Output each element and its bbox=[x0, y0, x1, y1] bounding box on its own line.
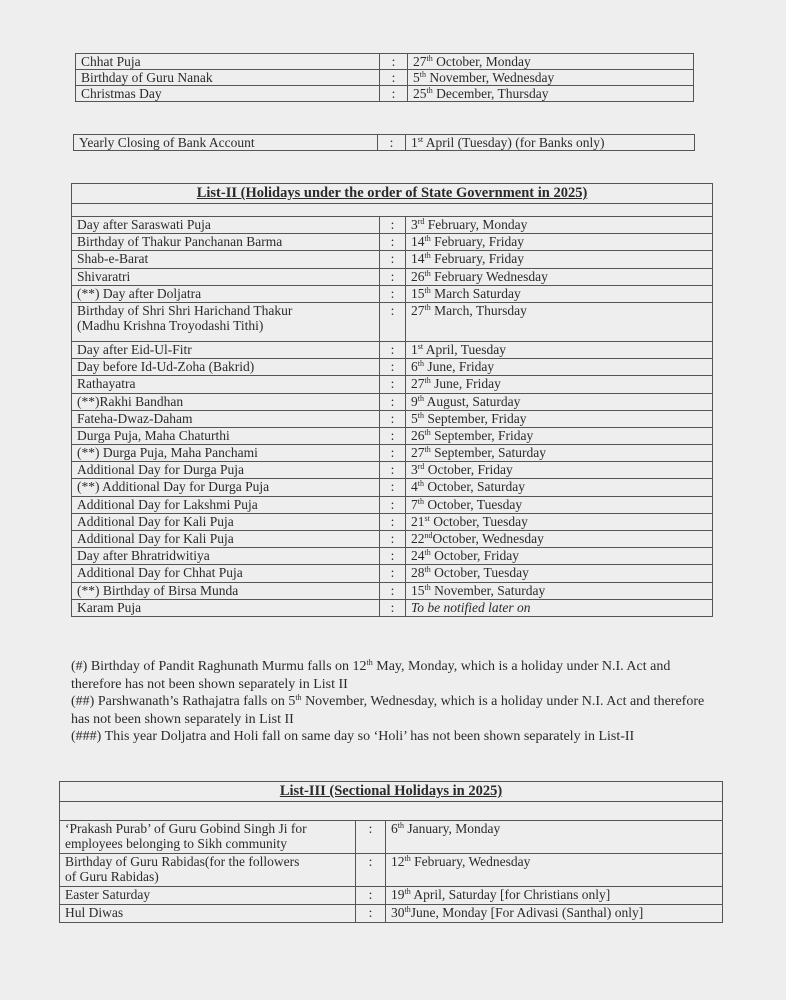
date-rest: October, Wednesday bbox=[432, 531, 544, 546]
holiday-row bbox=[72, 410, 713, 427]
date-rest: September, Friday bbox=[423, 410, 527, 426]
date-day: 27 bbox=[413, 54, 427, 69]
holiday-name-text: Durga Puja, Maha Chaturthi bbox=[77, 427, 230, 443]
holiday-name-text: (**) Birthday of Birsa Munda bbox=[77, 582, 239, 598]
date-day: 14 bbox=[411, 251, 425, 267]
date-day: 30 bbox=[391, 905, 405, 920]
holiday-name-text: Shivaratri bbox=[77, 268, 131, 284]
colon-separator: : bbox=[380, 582, 406, 599]
date-suffix: th bbox=[424, 427, 431, 437]
holiday-name-text: Day after Eid-Ul-Fitr bbox=[77, 341, 192, 357]
colon-separator: : bbox=[380, 86, 408, 102]
colon-separator: : bbox=[380, 565, 406, 582]
holiday-name-text: Birthday of Guru Nanak bbox=[81, 70, 213, 85]
date-rest: June, Monday [For Adivasi (Santhal) only] bbox=[410, 905, 644, 920]
date-day: 19 bbox=[391, 887, 405, 902]
date-suffix: th bbox=[424, 234, 431, 244]
date-day: 12 bbox=[391, 854, 405, 869]
date-day: 24 bbox=[411, 548, 425, 564]
date-suffix: th bbox=[424, 548, 431, 558]
holiday-name-text: (**) Durga Puja, Maha Panchami bbox=[77, 445, 258, 461]
holiday-row bbox=[72, 582, 713, 599]
holiday-date bbox=[408, 54, 694, 70]
date-rest: February, Friday bbox=[430, 234, 524, 250]
holiday-name-text-line2: employees belonging to Sikh community bbox=[65, 836, 287, 851]
footnote bbox=[71, 728, 713, 746]
date-suffix: nd bbox=[424, 531, 433, 540]
holiday-row bbox=[76, 54, 694, 70]
colon-separator: : bbox=[380, 479, 406, 496]
holiday-row bbox=[72, 376, 713, 393]
holiday-date bbox=[406, 359, 713, 376]
holiday-name-text-line2: of Guru Rabidas) bbox=[65, 869, 159, 884]
holiday-name-text: Additional Day for Durga Puja bbox=[77, 462, 244, 478]
date-suffix: st bbox=[424, 513, 430, 523]
colon-separator: : bbox=[380, 268, 406, 285]
date-suffix: th bbox=[419, 70, 426, 79]
holiday-row bbox=[72, 359, 713, 376]
date-suffix: th bbox=[424, 565, 431, 575]
holiday-name bbox=[72, 410, 380, 427]
holiday-name bbox=[60, 887, 356, 905]
holiday-name-text: Chhat Puja bbox=[81, 54, 141, 69]
date-day: 14 bbox=[411, 234, 425, 250]
holiday-name-text: Hul Diwas bbox=[65, 905, 124, 920]
date-day: 27 bbox=[411, 445, 425, 461]
date-rest: March Saturday bbox=[430, 285, 521, 301]
footnote bbox=[71, 658, 713, 693]
holiday-name-text: Birthday of Thakur Panchanan Barma bbox=[77, 234, 283, 250]
date-day: 6 bbox=[391, 821, 398, 836]
colon-separator: : bbox=[380, 462, 406, 479]
holiday-name-text: Christmas Day bbox=[81, 86, 162, 101]
footnote-text-rest: November, Wednesday, which is a holiday under N.I. Act and therefore has not been shown separately in List II bbox=[71, 694, 705, 727]
holiday-name-text: Additional Day for Kali Puja bbox=[77, 513, 234, 529]
date-suffix: st bbox=[417, 341, 424, 351]
holiday-date bbox=[386, 854, 723, 887]
date-day: 26 bbox=[411, 427, 425, 443]
date-day: 27 bbox=[411, 302, 425, 318]
colon-separator: : bbox=[380, 376, 406, 393]
holiday-name bbox=[72, 359, 380, 376]
holiday-row bbox=[72, 513, 713, 530]
date-day: 6 bbox=[411, 359, 418, 375]
date-suffix: th bbox=[404, 905, 411, 914]
footnote-text: (###) This year Doljatra and Holi fall on same day so ‘Holi’ has not been shown separately in List-II bbox=[71, 729, 635, 744]
date-suffix: th bbox=[417, 410, 424, 420]
holiday-date bbox=[406, 268, 713, 285]
holiday-date bbox=[406, 565, 713, 582]
colon-separator: : bbox=[380, 599, 406, 616]
holiday-row bbox=[60, 905, 723, 923]
holiday-date bbox=[406, 410, 713, 427]
date-rest: March, Thursday bbox=[430, 302, 527, 318]
holiday-name-text: Yearly Closing of Bank Account bbox=[79, 135, 255, 150]
date-day: 4 bbox=[411, 479, 418, 495]
holiday-name-text: ‘Prakash Purab’ of Guru Gobind Singh Ji for bbox=[65, 821, 307, 836]
bank-closing-table bbox=[73, 134, 695, 151]
holiday-date bbox=[406, 135, 695, 151]
holiday-date bbox=[406, 479, 713, 496]
date-day: 5 bbox=[413, 70, 420, 85]
date-day: 26 bbox=[411, 268, 425, 284]
holiday-row bbox=[60, 821, 723, 854]
list-iii-title: List-III (Sectional Holidays in 2025) bbox=[60, 782, 723, 802]
holiday-row bbox=[76, 86, 694, 102]
holiday-date bbox=[406, 217, 713, 234]
date-suffix: th bbox=[426, 54, 433, 63]
holiday-name bbox=[72, 376, 380, 393]
holiday-date bbox=[406, 376, 713, 393]
date-rest: September, Saturday bbox=[430, 445, 547, 461]
holiday-name bbox=[72, 513, 380, 530]
holiday-name-text: Additional Day for Kali Puja bbox=[77, 531, 234, 546]
holiday-row bbox=[72, 393, 713, 410]
colon-separator: : bbox=[380, 513, 406, 530]
list-ii-table bbox=[71, 183, 713, 617]
date-rest: December, Thursday bbox=[432, 86, 549, 101]
holiday-name-text: Day before Id-Ud-Zoha (Bakrid) bbox=[77, 359, 255, 375]
holiday-row bbox=[72, 462, 713, 479]
holiday-name bbox=[60, 905, 356, 923]
holiday-table-a bbox=[75, 53, 694, 102]
date-day: 1 bbox=[411, 341, 418, 357]
footnote bbox=[71, 693, 713, 728]
holiday-name-text: Karam Puja bbox=[77, 599, 142, 615]
footnote-text-rest: May, Monday, which is a holiday under N.I. Act and therefore has not been shown separately in List II bbox=[71, 659, 671, 692]
holiday-date bbox=[386, 905, 723, 923]
holiday-name bbox=[72, 479, 380, 496]
list-iii-table bbox=[59, 781, 723, 923]
footnote-suffix: th bbox=[366, 658, 373, 667]
colon-separator: : bbox=[380, 427, 406, 444]
holiday-name bbox=[74, 135, 378, 151]
colon-separator: : bbox=[356, 821, 386, 854]
holiday-name bbox=[72, 285, 380, 302]
footnote-suffix: th bbox=[295, 693, 302, 702]
date-suffix: th bbox=[424, 582, 431, 592]
holiday-name-text: Additional Day for Chhat Puja bbox=[77, 565, 243, 581]
date-rest: October, Saturday bbox=[423, 479, 526, 495]
holiday-name bbox=[72, 531, 380, 548]
colon-separator: : bbox=[380, 393, 406, 410]
date-rest: February, Wednesday bbox=[410, 854, 531, 869]
holiday-name bbox=[72, 462, 380, 479]
holiday-name bbox=[72, 496, 380, 513]
date-day: 1 bbox=[411, 135, 418, 150]
holiday-date bbox=[386, 887, 723, 905]
footnote-text: (#) Birthday of Pandit Raghunath Murmu falls on 12 bbox=[71, 659, 367, 674]
date-suffix: th bbox=[417, 359, 424, 369]
date-suffix: th bbox=[424, 376, 431, 386]
date-rest: October, Tuesday bbox=[429, 513, 528, 529]
date-suffix: th bbox=[424, 445, 431, 455]
holiday-row bbox=[72, 217, 713, 234]
holiday-row bbox=[74, 135, 695, 151]
colon-separator: : bbox=[380, 234, 406, 251]
date-rest: To be notified later on bbox=[411, 599, 531, 615]
colon-separator: : bbox=[380, 217, 406, 234]
date-rest: June, Friday bbox=[430, 376, 501, 392]
date-day: 27 bbox=[411, 376, 425, 392]
date-suffix: th bbox=[426, 86, 433, 95]
date-rest: November, Wednesday bbox=[425, 70, 555, 85]
list-ii-title: List-II (Holidays under the order of State Government in 2025) bbox=[72, 184, 713, 204]
date-suffix: th bbox=[404, 887, 411, 896]
holiday-row bbox=[60, 887, 723, 905]
holiday-name bbox=[76, 86, 380, 102]
date-day: 25 bbox=[413, 86, 427, 101]
footnotes bbox=[71, 658, 713, 746]
date-suffix: th bbox=[404, 854, 411, 863]
holiday-name bbox=[72, 341, 380, 358]
holiday-row bbox=[72, 234, 713, 251]
holiday-date bbox=[406, 599, 713, 616]
date-rest: October, Tuesday bbox=[423, 496, 523, 512]
colon-separator: : bbox=[380, 496, 406, 513]
holiday-date bbox=[406, 496, 713, 513]
holiday-date bbox=[406, 427, 713, 444]
colon-separator: : bbox=[380, 359, 406, 376]
colon-separator: : bbox=[378, 135, 406, 151]
colon-separator: : bbox=[380, 54, 408, 70]
holiday-date bbox=[406, 462, 713, 479]
date-rest: October, Monday bbox=[432, 54, 531, 69]
holiday-name bbox=[72, 445, 380, 462]
holiday-date bbox=[406, 341, 713, 358]
holiday-name bbox=[72, 302, 380, 341]
holiday-name bbox=[72, 234, 380, 251]
holiday-name bbox=[72, 427, 380, 444]
colon-separator: : bbox=[356, 854, 386, 887]
holiday-row bbox=[72, 445, 713, 462]
holiday-name-text: (**) Day after Doljatra bbox=[77, 285, 202, 301]
date-rest: April, Saturday [for Christians only] bbox=[410, 887, 611, 902]
holiday-row bbox=[72, 251, 713, 268]
holiday-date bbox=[386, 821, 723, 854]
holiday-date bbox=[408, 70, 694, 86]
holiday-name bbox=[60, 821, 356, 854]
date-rest: April (Tuesday) (for Banks only) bbox=[423, 135, 605, 150]
date-rest: October, Friday bbox=[424, 462, 513, 478]
date-day: 7 bbox=[411, 496, 418, 512]
date-suffix: th bbox=[417, 479, 424, 489]
holiday-name-text: Birthday of Guru Rabidas(for the followers bbox=[65, 854, 300, 869]
date-day: 3 bbox=[411, 462, 418, 478]
date-day: 15 bbox=[411, 285, 425, 301]
date-rest: February, Monday bbox=[424, 217, 528, 232]
footnote-text: (##) Parshwanath’s Rathajatra falls on 5 bbox=[71, 694, 296, 709]
date-day: 5 bbox=[411, 410, 418, 426]
date-suffix: th bbox=[424, 251, 431, 261]
holiday-row bbox=[72, 479, 713, 496]
date-suffix: th bbox=[417, 393, 424, 403]
date-day: 28 bbox=[411, 565, 425, 581]
holiday-name-text: (**)Rakhi Bandhan bbox=[77, 393, 184, 409]
date-rest: January, Monday bbox=[403, 821, 501, 836]
colon-separator: : bbox=[380, 70, 408, 86]
holiday-name bbox=[72, 251, 380, 268]
holiday-date bbox=[406, 251, 713, 268]
holiday-name bbox=[72, 268, 380, 285]
date-rest: September, Friday bbox=[430, 427, 534, 443]
holiday-date bbox=[406, 393, 713, 410]
date-rest: August, Saturday bbox=[423, 393, 521, 409]
holiday-row bbox=[72, 341, 713, 358]
holiday-row bbox=[72, 496, 713, 513]
holiday-row bbox=[72, 427, 713, 444]
holiday-name-text: Fateha-Dwaz-Daham bbox=[77, 410, 193, 426]
holiday-name-text: Easter Saturday bbox=[65, 887, 151, 902]
holiday-name-text: (**) Additional Day for Durga Puja bbox=[77, 479, 270, 495]
holiday-name bbox=[60, 854, 356, 887]
holiday-name-text-line2: (Madhu Krishna Troyodashi Tithi) bbox=[77, 317, 264, 333]
colon-separator: : bbox=[380, 531, 406, 548]
holiday-name bbox=[72, 599, 380, 616]
holiday-name bbox=[76, 54, 380, 70]
holiday-name-text: Additional Day for Lakshmi Puja bbox=[77, 496, 258, 512]
holiday-row bbox=[72, 302, 713, 341]
holiday-date bbox=[406, 285, 713, 302]
holiday-row bbox=[72, 548, 713, 565]
holiday-row bbox=[72, 268, 713, 285]
date-rest: October, Tuesday bbox=[430, 565, 529, 581]
date-suffix: rd bbox=[417, 217, 425, 226]
holiday-name-text: Shab-e-Barat bbox=[77, 251, 149, 267]
holiday-row bbox=[72, 599, 713, 616]
colon-separator: : bbox=[380, 302, 406, 341]
date-day: 9 bbox=[411, 393, 418, 409]
holiday-date bbox=[406, 513, 713, 530]
holiday-date bbox=[406, 302, 713, 341]
date-rest: October, Friday bbox=[430, 548, 520, 564]
date-rest: February Wednesday bbox=[430, 268, 548, 284]
holiday-row bbox=[76, 70, 694, 86]
date-day: 22 bbox=[411, 531, 425, 546]
colon-separator: : bbox=[380, 410, 406, 427]
colon-separator: : bbox=[380, 548, 406, 565]
date-day: 15 bbox=[411, 582, 425, 598]
holiday-name-text: Day after Bhratridwitiya bbox=[77, 548, 210, 564]
colon-separator: : bbox=[356, 887, 386, 905]
date-rest: June, Friday bbox=[423, 359, 495, 375]
holiday-row bbox=[72, 531, 713, 548]
holiday-name bbox=[72, 393, 380, 410]
holiday-name-text: Birthday of Shri Shri Harichand Thakur bbox=[77, 302, 293, 318]
colon-separator: : bbox=[380, 341, 406, 358]
date-day: 3 bbox=[411, 217, 418, 232]
date-suffix: rd bbox=[417, 462, 425, 472]
date-suffix: st bbox=[417, 135, 424, 144]
holiday-name bbox=[72, 548, 380, 565]
colon-separator: : bbox=[380, 285, 406, 302]
holiday-date bbox=[406, 531, 713, 548]
date-rest: November, Saturday bbox=[430, 582, 546, 598]
colon-separator: : bbox=[356, 905, 386, 923]
date-suffix: th bbox=[397, 821, 404, 830]
colon-separator: : bbox=[380, 251, 406, 268]
holiday-date bbox=[406, 234, 713, 251]
holiday-row bbox=[72, 565, 713, 582]
colon-separator: : bbox=[380, 445, 406, 462]
date-rest: April, Tuesday bbox=[423, 341, 506, 357]
holiday-date bbox=[406, 548, 713, 565]
holiday-row bbox=[60, 854, 723, 887]
date-day: 21 bbox=[411, 513, 425, 529]
holiday-name-text: Day after Saraswati Puja bbox=[77, 217, 211, 232]
holiday-name-text: Rathayatra bbox=[77, 376, 136, 392]
holiday-name bbox=[72, 582, 380, 599]
holiday-name bbox=[72, 565, 380, 582]
holiday-name bbox=[72, 217, 380, 234]
date-suffix: th bbox=[424, 285, 431, 295]
holiday-name bbox=[76, 70, 380, 86]
date-rest: February, Friday bbox=[430, 251, 524, 267]
date-suffix: th bbox=[417, 496, 424, 506]
date-suffix: th bbox=[424, 302, 431, 312]
holiday-date bbox=[406, 582, 713, 599]
holiday-row bbox=[72, 285, 713, 302]
date-suffix: th bbox=[424, 268, 431, 278]
holiday-date bbox=[408, 86, 694, 102]
holiday-date bbox=[406, 445, 713, 462]
